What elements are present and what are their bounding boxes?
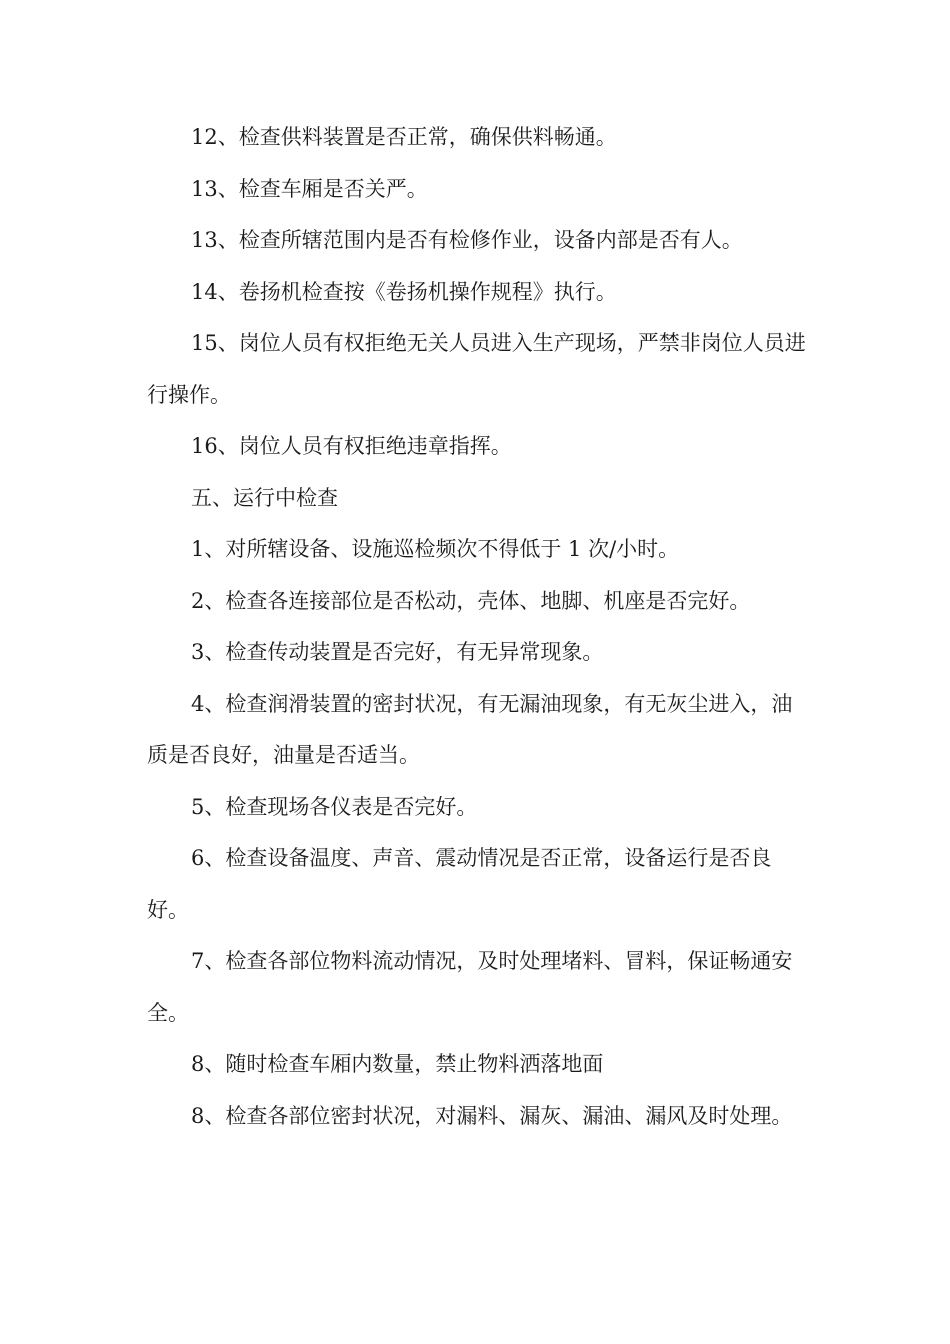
paragraph-item-13-maintenance: 13、检查所辖范围内是否有检修作业，设备内部是否有人。 (191, 228, 743, 252)
paragraph-item-6-temperature: 6、检查设备温度、声音、震动情况是否正常，设备运行是否良好。 (147, 846, 772, 922)
section-heading-running-check: 五、运行中检查 (191, 485, 338, 510)
paragraph-item-8-carriage-quantity: 8、随时检查车厢内数量，禁止物料洒落地面 (191, 1052, 604, 1076)
paragraph-item-7-material-flow: 7、检查各部位物料流动情况，及时处理堵料、冒料，保证畅通安全。 (147, 949, 793, 1025)
paragraph-item-8-sealing: 8、检查各部位密封状况，对漏料、漏灰、漏油、漏风及时处理。 (191, 1103, 793, 1128)
paragraph-item-4-lubrication: 4、检查润滑装置的密封状况，有无漏油现象，有无灰尘进入，油质是否良好，油量是否适当。 (147, 691, 793, 767)
paragraph-item-2-connections: 2、检查各连接部位是否松动，壳体、地脚、机座是否完好。 (191, 588, 751, 613)
paragraph-item-16-refuse-orders: 16、岗位人员有权拒绝违章指挥。 (191, 434, 512, 458)
paragraph-item-5-instruments: 5、检查现场各仪表是否完好。 (191, 794, 478, 819)
paragraph-item-1-patrol: 1、对所辖设备、设施巡检频次不得低于 1 次/小时。 (191, 537, 680, 561)
paragraph-item-3-transmission: 3、检查传动装置是否完好，有无异常现象。 (191, 640, 604, 664)
paragraph-item-14-hoist: 14、卷扬机检查按《卷扬机操作规程》执行。 (191, 279, 617, 304)
document-body (147, 112, 807, 1142)
paragraph-item-13-carriage: 13、检查车厢是否关严。 (191, 176, 428, 201)
paragraph-item-12-supply: 12、检查供料装置是否正常，确保供料畅通。 (191, 125, 617, 149)
paragraph-item-15-personnel: 15、岗位人员有权拒绝无关人员进入生产现场，严禁非岗位人员进行操作。 (147, 331, 806, 407)
